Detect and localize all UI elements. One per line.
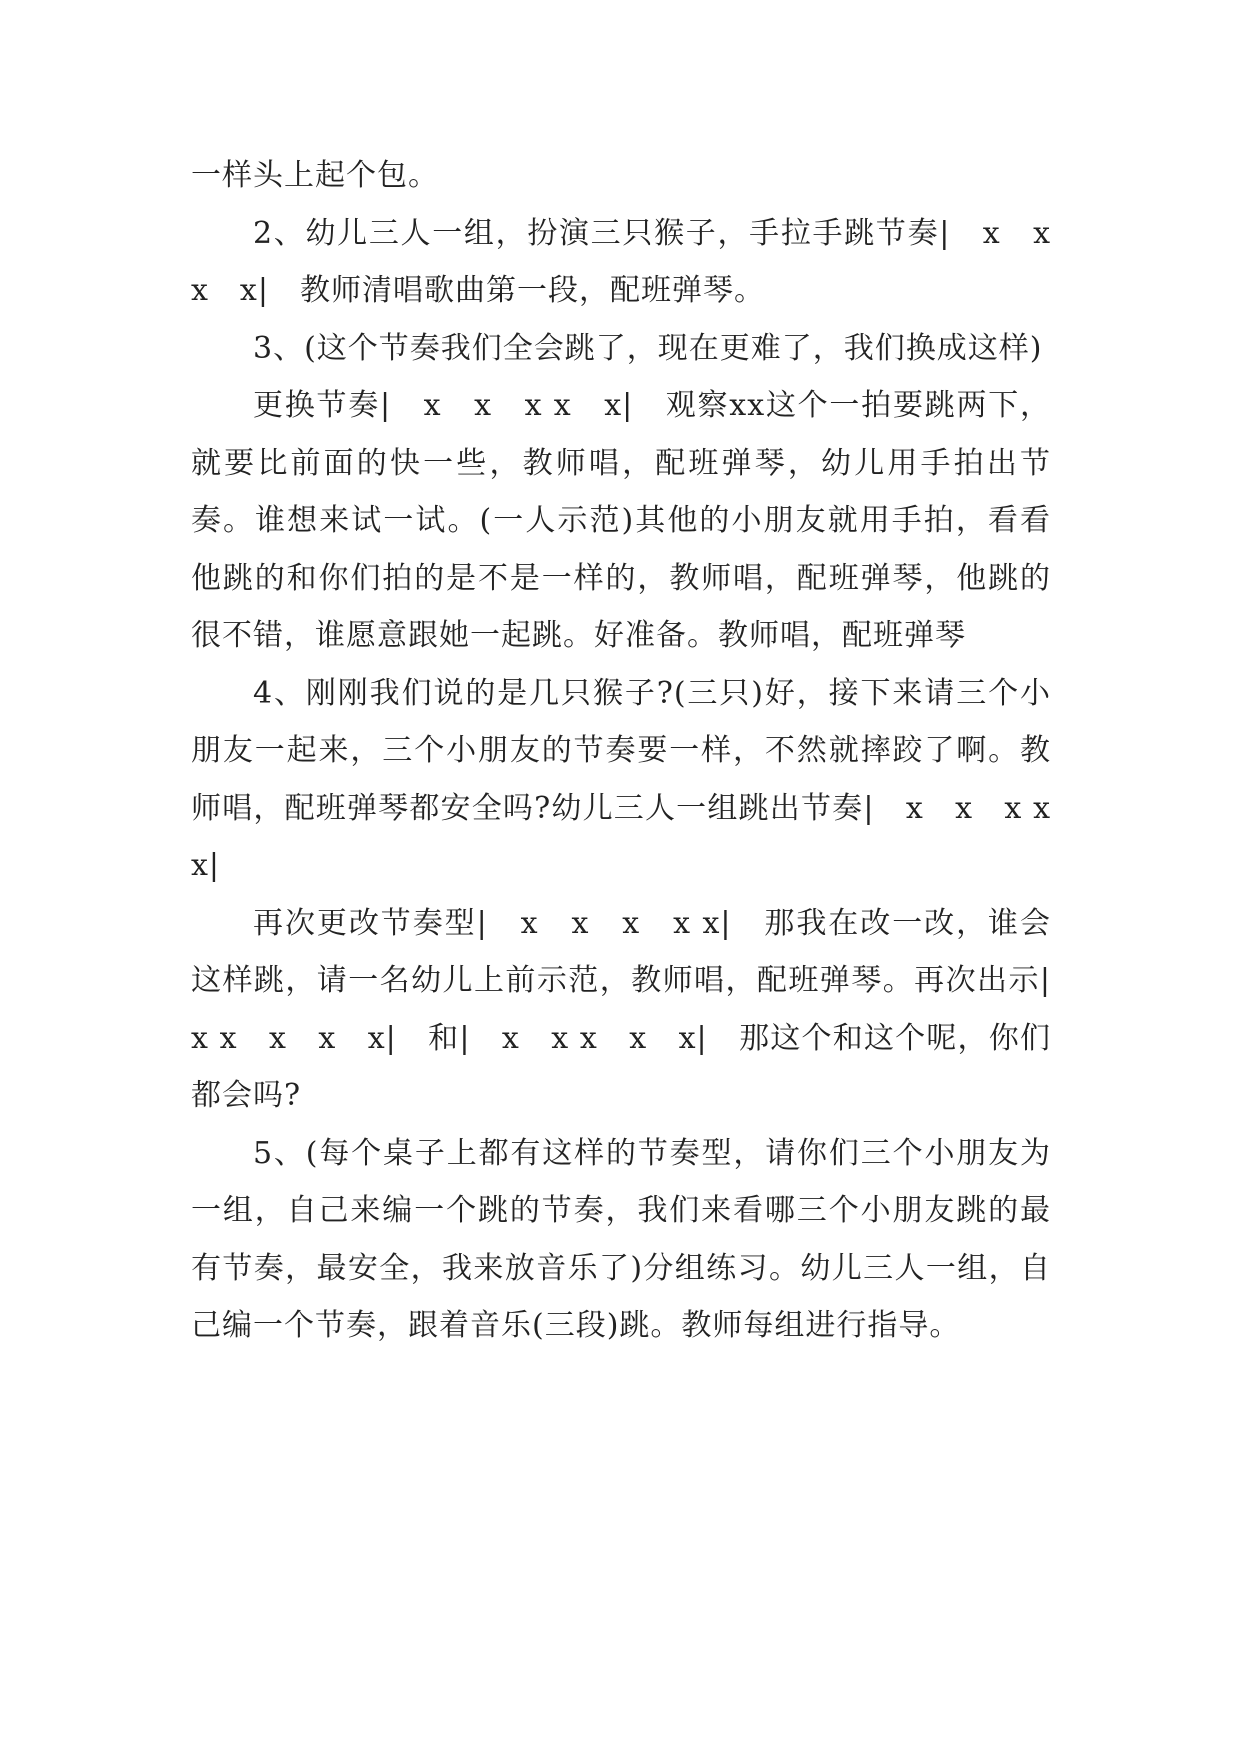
paragraph-3: 3、(这个节奏我们全会跳了，现在更难了，我们换成这样) — [253, 330, 1043, 366]
paragraph-6: 再次更改节奏型| x x x x x| 那我在改一改，谁会这样跳，请一名幼儿上前示范，教师唱，配班弹琴。再次出示| x x x x x| 和| x x x x x| 那这个和这个呢，你们都会吗? — [191, 905, 1082, 1113]
paragraph-7: 5、(每个桌子上都有这样的节奏型，请你们三个小朋友为一组，自己来编一个跳的节奏，我们来看哪三个小朋友跳的最有节奏，最安全，我来放音乐了)分组练习。幼儿三人一组，自己编一个节奏，跟着音乐(三段)跳。教师每组进行指导。 — [191, 1135, 1051, 1343]
paragraph-2: 2、幼儿三人一组，扮演三只猴子，手拉手跳节奏| x x x x| 教师清唱歌曲第一段，配班弹琴。 — [191, 215, 1082, 308]
document-page — [191, 147, 1082, 1355]
paragraph-1: 一样头上起个包。 — [191, 158, 439, 193]
paragraph-4: 更换节奏| x x x x x| 观察xx这个一拍要跳两下，就要比前面的快一些，教师唱，配班弹琴，幼儿用手拍出节奏。谁想来试一试。(一人示范)其他的小朋友就用手拍，看看他跳的和你们拍的是不是一样的，教师唱，配班弹琴，他跳的很不错，谁愿意跟她一起跳。好准备。教师唱，配班弹琴 — [191, 388, 1051, 653]
paragraph-5: 4、刚刚我们说的是几只猴子?(三只)好，接下来请三个小朋友一起来，三个小朋友的节奏要一样，不然就摔跤了啊。教师唱，配班弹琴都安全吗?幼儿三人一组跳出节奏| x x x x x| — [191, 675, 1082, 883]
